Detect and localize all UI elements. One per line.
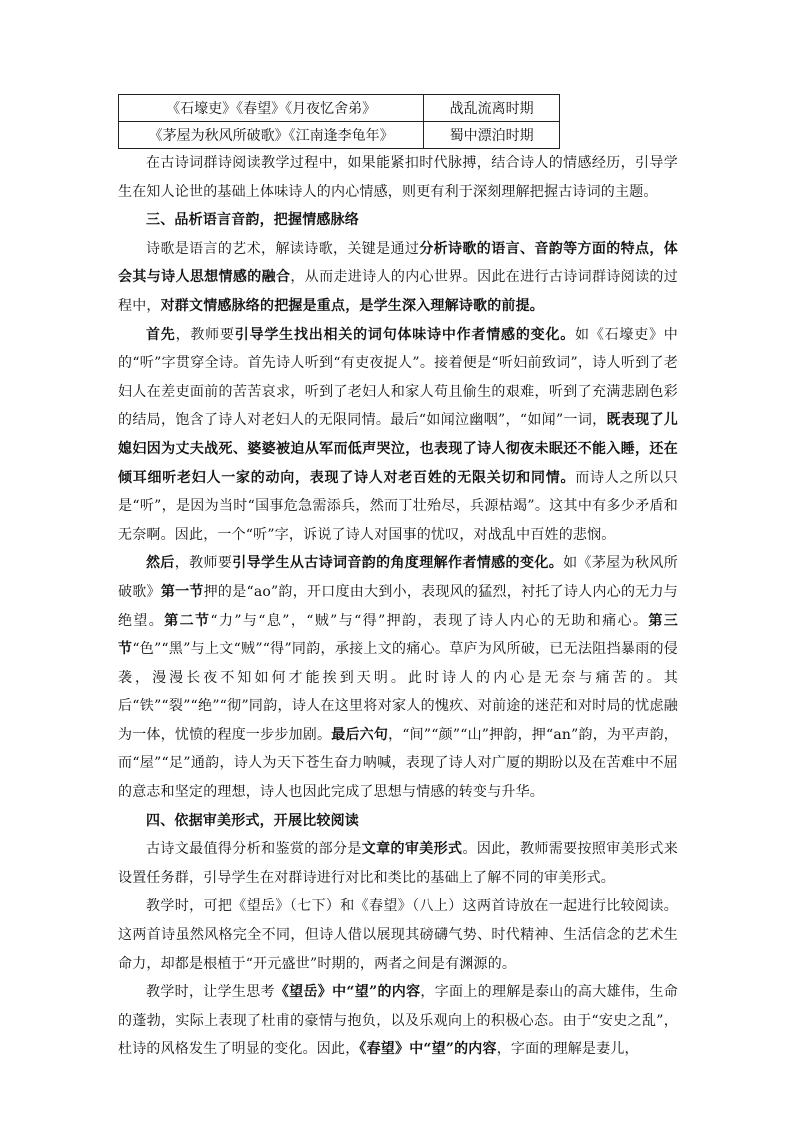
text-run: 如《石壕吏》中的“听”字贯穿全诗。首先诗人听到“有吏夜捉人”。接着便是“听妇前致词”，诗人听到了老妇人在差吏面前的苦苦哀求，听到了老妇人和家人苟且偷生的艰难，听到了充满悲剧色彩的结局，饱含了诗人对老妇人的无限同情。最后“如闻泣幽咽”，“如闻”一词， [118,326,678,429]
text-run: 而诗人之所以只是“听”，是因为当时“国事危急需添兵，然而丁壮殆尽，兵源枯竭”。这其中有多少矛盾和无奈啊。因此，一个“听”字，诉说了诗人对国事的忧叹，对战乱中百姓的悲悯。 [118,469,679,543]
table-cell-period: 战乱流离时期 [424,95,560,122]
body-paragraph [118,235,678,321]
paragraph-list [118,149,678,1064]
section-heading [118,206,678,235]
bold-text: 对群文情感脉络的把握是重点，是学生深入理解诗歌的前提。 [160,297,545,314]
body-paragraph [118,549,678,806]
text-run: ，字面上的理解是泰山的高大雄伟，生命的蓬勃，实际上表现了杜甫的豪情与抱负，以及乐观向上的积极心态。由于“安史之乱”，杜诗的风格发生了明显的变化。因此， [118,984,678,1058]
text-run: ，教师要 [174,555,233,572]
bold-text: 既表现了儿媳妇因为丈夫战死、婆婆被迫从军而低声哭泣，也表现了诗人彻夜未眠还不能入睡，还在倾耳细听老妇人一家的动向，表现了诗人对老百姓的无限关切和同情。 [118,412,679,486]
document-body [118,94,678,1064]
body-paragraph [118,835,678,892]
text-run: “力”与“息”，“贼”与“得”押韵，表现了诗人内心的无助和痛心。 [210,612,649,629]
bold-text: 最后六句 [331,726,389,743]
body-paragraph [118,149,678,206]
text-run: “色”“黑”与上文“贼”“得”同韵，承接上文的痛心。草庐为风所破，已无法阻挡暴雨的侵袭，漫漫长夜不知如何才能挨到天明。此时诗人的内心是无奈与痛苦的。其后“铁”“裂”“绝”“彻”同韵，诗人在这里将对家人的愧疚、对前途的迷茫和对时局的忧虑融为一体，忧愤的程度一步步加剧。 [118,641,679,743]
text-run: 教学时，让学生思考 [146,984,275,1001]
text-run: ，从而走进诗人的内心世界。因此在进行古诗词群诗阅读的过程中， [118,269,678,314]
text-run: 教学时，可把《望岳》（七下）和《春望》（八上）这两首诗放在一起进行比较阅读。这两首诗虽然风格完全不同，但诗人借以展现其磅礴气势、时代精神、生活信念的艺术生命力，却都是根植于“开元盛世”时期的，两者之间是有渊源的。 [118,898,678,972]
table-row [119,95,560,122]
text-run: 古诗文最值得分析和鉴赏的部分是 [146,841,362,858]
bold-text: 三、品析语言音韵，把握情感脉络 [146,212,359,229]
bold-text: 四、依据审美形式，开展比较阅读 [146,812,359,829]
text-run: 如《茅屋为秋风所破歌》 [118,555,678,600]
text-run: ，“间”“颜”“山”押韵，押“an”韵，为平声韵，而“屋”“足”通韵，诗人为天下苍生奋力呐喊，表现了诗人对广厦的期盼以及在苦难中不屈的意志和坚定的理想，诗人也因此完成了思想与情感的转变与升华。 [118,726,678,801]
body-paragraph [118,978,678,1064]
text-run: ，教师要 [175,326,235,343]
bold-text: 文章的审美形式 [361,841,463,858]
bold-text: 第二节 [164,612,211,629]
bold-text: 然后 [146,555,175,572]
text-run: 押的是“ao”韵，开口度由大到小，表现风的猛烈，衬托了诗人内心的无力与绝望。 [118,583,678,629]
body-paragraph [118,321,678,550]
table-cell-works: 《茅屋为秋风所破歌》《江南逢李龟年》 [119,122,424,149]
table-cell-works: 《石壕吏》《春望》《月夜忆舍弟》 [119,95,424,122]
bold-text: 引导学生从古诗词音韵的角度理解作者情感的变化。 [232,555,564,572]
body-paragraph [118,892,678,978]
bold-text: 首先 [146,326,176,343]
poem-period-table [118,94,560,149]
bold-text: 第三节 [118,612,679,658]
bold-text: 分析诗歌的语言、音韵等方面的特点，体会其与诗人思想情感的融合 [118,240,678,286]
bold-text: 《春望》中“望”的内容 [359,1041,497,1058]
text-run: 在古诗词群诗阅读教学过程中，如果能紧扣时代脉搏，结合诗人的情感经历，引导学生在知人论世的基础上体味诗人的内心情感，则更有利于深刻理解把握古诗词的主题。 [118,155,678,200]
text-run: 。因此，教师需要按照审美形式来设置任务群，引导学生在对群诗进行对比和类比的基础上了解不同的审美形式。 [118,841,679,886]
bold-text: 《望岳》中“望”的内容 [274,984,421,1001]
table-cell-period: 蜀中漂泊时期 [424,122,560,149]
text-run: 诗歌是语言的艺术，解读诗歌，关键是通过 [146,240,420,257]
section-heading [118,807,678,836]
bold-text: 第一节 [160,583,204,600]
bold-text: 引导学生找出相关的词句体味诗中作者情感的变化。 [234,326,576,343]
table-row [119,122,560,149]
text-run: ，字面的理解是妻儿， [496,1041,639,1058]
